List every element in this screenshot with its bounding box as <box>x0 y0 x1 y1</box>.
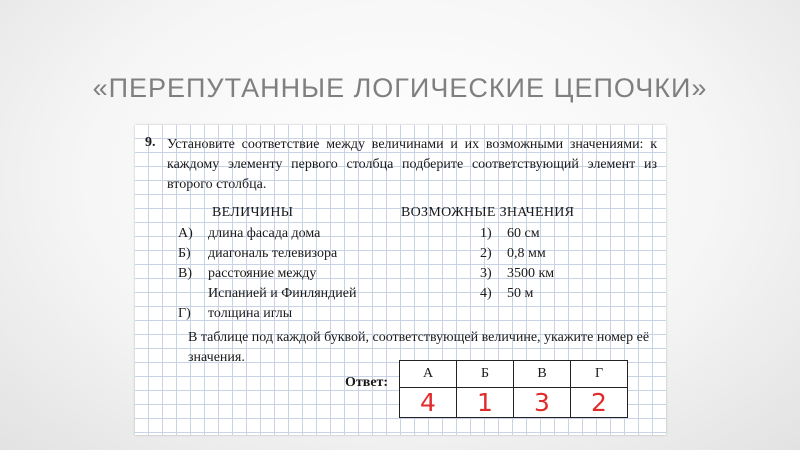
quantity-letter: Б) <box>178 246 191 261</box>
worksheet <box>135 125 666 435</box>
answer-letters-row <box>400 361 628 388</box>
quantity-text: расстояние между <box>208 266 317 281</box>
slide-title: «ПЕРЕПУТАННЫЕ ЛОГИЧЕСКИЕ ЦЕПОЧКИ» <box>92 73 708 103</box>
answer-letter-cell: Б <box>457 361 514 388</box>
values-header: ВОЗМОЖНЫЕ ЗНАЧЕНИЯ <box>401 205 575 220</box>
task-number: 9. <box>145 135 156 150</box>
quantity-letter: Г) <box>178 306 191 321</box>
answer-letter-cell: В <box>514 361 571 388</box>
answer-value-cell[interactable]: 3 <box>514 388 571 418</box>
value-text: 60 см <box>507 226 540 241</box>
answer-value-cell[interactable]: 4 <box>400 388 457 418</box>
quantity-text: диагональ телевизора <box>208 246 338 261</box>
quantity-text: Испанией и Финляндией <box>208 286 357 301</box>
value-number: 1) <box>480 226 492 241</box>
quantity-text: толщина иглы <box>208 306 293 321</box>
answer-value-cell[interactable]: 2 <box>571 388 628 418</box>
quantity-letter: А) <box>178 226 193 241</box>
quantity-letter: В) <box>178 266 192 281</box>
answer-letter-cell: Г <box>571 361 628 388</box>
answer-value-cell[interactable]: 1 <box>457 388 514 418</box>
value-number: 2) <box>480 246 492 261</box>
task-text: Установите соответствие между величинами и их возможными значениями: к каждому элементу первого столбца подберите соответствующий элемент из второго столбца. <box>167 137 657 192</box>
value-number: 4) <box>480 286 492 301</box>
value-text: 50 м <box>507 286 534 301</box>
quantities-header: ВЕЛИЧИНЫ <box>212 205 294 220</box>
value-text: 3500 км <box>507 266 555 281</box>
value-number: 3) <box>480 266 492 281</box>
answer-values-row <box>400 388 628 418</box>
quantity-text: длина фасада дома <box>208 226 321 241</box>
answer-label: Ответ: <box>345 375 389 390</box>
answer-table <box>399 360 628 418</box>
value-text: 0,8 мм <box>507 246 546 261</box>
answer-letter-cell: А <box>400 361 457 388</box>
instruction-text: В таблице под каждой буквой, соответствующей величине, укажите номер её значения. <box>188 330 650 365</box>
